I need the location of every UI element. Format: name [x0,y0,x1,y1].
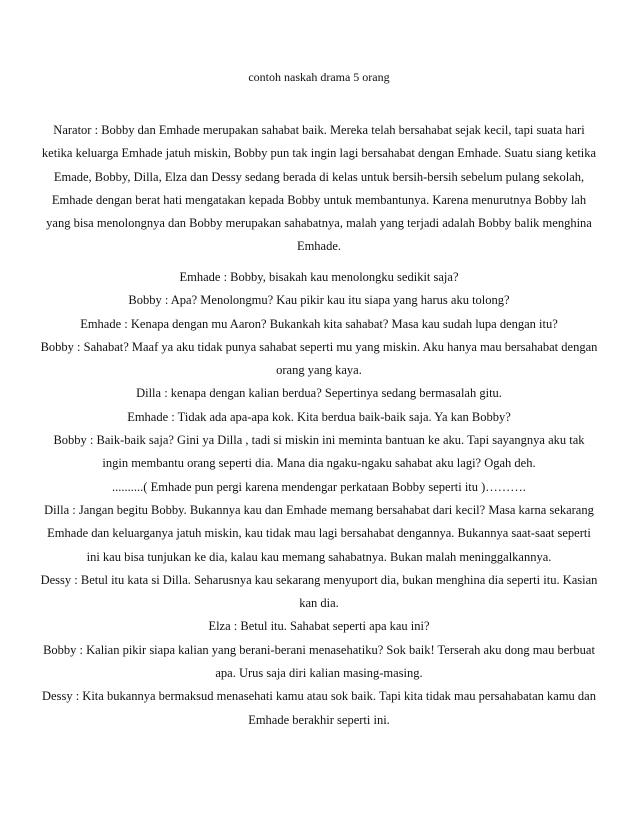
dialogue-line: Dessy : Kita bukannya bermaksud menasehati kamu atau sok baik. Tapi kita tidak mau persahabatan kamu dan Emhade berakhir seperti ini. [42,689,596,727]
narrator-paragraph: Narator : Bobby dan Emhade merupakan sahabat baik. Mereka telah bersahabat sejak kecil, tapi suata hari ketika keluarga Emhade jatuh miskin, Bobby pun tak ingin lagi bersahabat dengan Emhade. Suatu siang ketika Emade, Bobby, Dilla, Elza dan Dessy sedang berada di kelas untuk bersih-bersih sebelum pulang sekolah, Emhade dengan berat hati mengatakan kepada Bobby untuk membantunya. Karena menurutnya Bobby lah yang bisa menolongnya dan Bobby merupakan sahabatnya, malah yang terjadi adalah Bobby balik menghina Emhade. [41,123,597,254]
dialogue-line: Dilla : Jangan begitu Bobby. Bukannya kau dan Emhade memang bersahabat dari kecil? Masa karna sekarang Emhade dan keluarganya jatuh miskin, kau tidak mau lagi bersahabat dengannya. Bukannya saat-saat seperti ini kau bisa tunjukan ke dia, kalau kau memang sahabatnya. Bukan malah meninggalkannya. [44,502,594,564]
dialogue-line: Emhade : Bobby, bisakah kau menolongku sedikit saja? [179,270,459,284]
dialogue-line: Emhade : Kenapa dengan mu Aaron? Bukankah kita sahabat? Masa kau sudah lupa dengan itu? [80,316,558,331]
dialogue-line: Bobby : Sahabat? Maaf ya aku tidak punya sahabat seperti mu yang miskin. Aku hanya mau bersahabat dengan orang yang kaya. [40,339,598,378]
dialogue-line: Bobby : Baik-baik saja? Gini ya Dilla , tadi si miskin ini meminta bantuan ke aku. Tapi sayangnya aku tak ingin membantu orang seperti dia. Mana dia ngaku-ngaku sahabat aku lagi? Ogah deh. [53,433,585,471]
dialogue-line: Elza : Betul itu. Sahabat seperti apa kau ini? [208,619,430,634]
dialogue-block [40,266,598,732]
stage-direction: ..........( Emhade pun pergi karena mendengar perkataan Bobby seperti itu )………. [112,479,526,494]
dialogue-line: Bobby : Apa? Menolongmu? Kau pikir kau itu siapa yang harus aku tolong? [128,293,510,308]
dialogue-line: Dessy : Betul itu kata si Dilla. Seharusnya kau sekarang menyuport dia, bukan menghina dia seperti itu. Kasian kan dia. [40,572,598,611]
dialogue-line: Emhade : Tidak ada apa-apa kok. Kita berdua baik-baik saja. Ya kan Bobby? [127,409,511,424]
document-title: contoh naskah drama 5 orang [248,70,390,84]
dialogue-line: Bobby : Kalian pikir siapa kalian yang berani-berani menasehatiku? Sok baik! Terserah aku dong mau berbuat apa. Urus saja diri kalian masing-masing. [43,642,595,681]
document-page [40,0,598,826]
dialogue-line: Dilla : kenapa dengan kalian berdua? Sepertinya sedang bermasalah gitu. [136,386,502,401]
